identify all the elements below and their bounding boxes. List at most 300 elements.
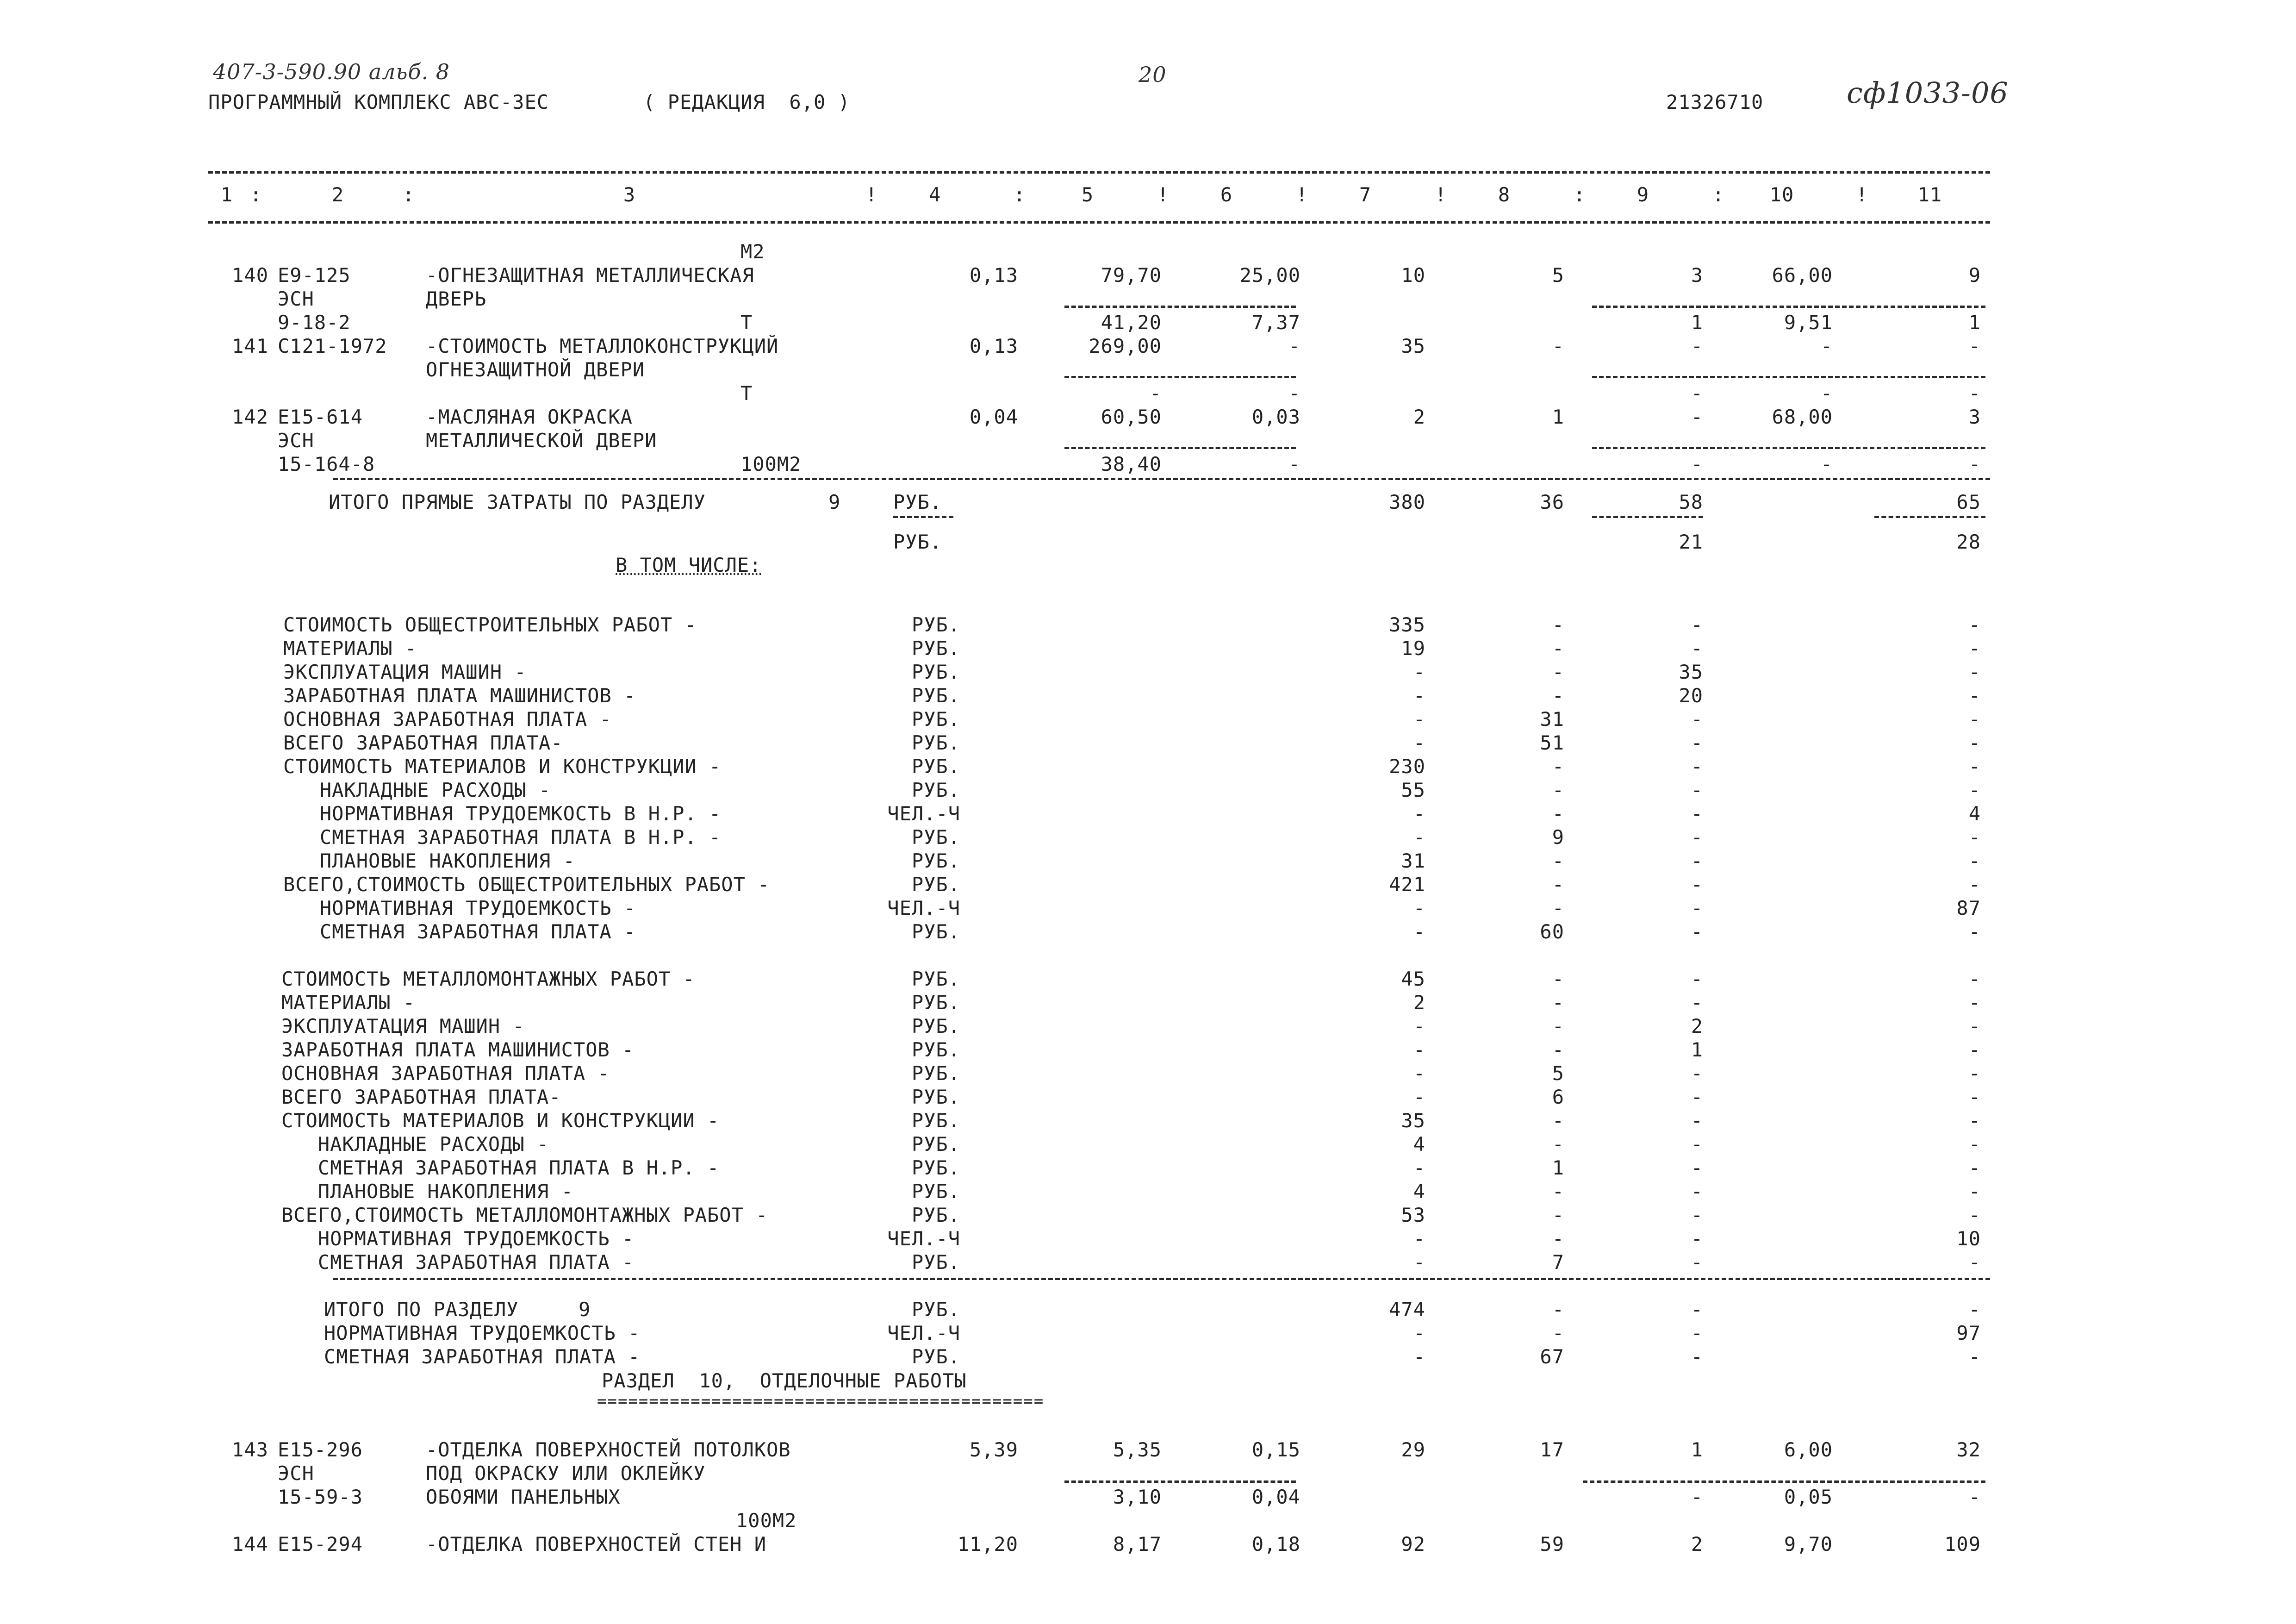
- cell-col5: -: [1149, 382, 1162, 405]
- summary-col9: -: [1691, 708, 1703, 731]
- total-direct-c8: 36: [1540, 491, 1564, 513]
- value-underline: [1583, 1480, 1985, 1483]
- summary-col7: -: [1413, 897, 1425, 919]
- total-direct-c11: 65: [1956, 491, 1981, 513]
- header-rule-bottom: [208, 221, 1990, 224]
- column-number-8: 8: [1498, 183, 1511, 206]
- cell-col7: 35: [1401, 335, 1425, 357]
- summary-col11: -: [1968, 779, 1981, 801]
- summary-col9: -: [1691, 1133, 1703, 1156]
- column-separator: !: [1157, 183, 1170, 206]
- cell-col1: 142: [232, 406, 268, 428]
- summary-col11: -: [1968, 1109, 1981, 1132]
- cell-col11: 109: [1944, 1533, 1981, 1555]
- summary-secoltion: 9: [579, 1298, 591, 1321]
- cell-col1: 140: [232, 264, 268, 287]
- summary-unit: РУБ.: [911, 1133, 960, 1156]
- summary-col9: -: [1691, 802, 1703, 825]
- summary-label: НОРМАТИВНАЯ ТРУДОЕМКОСТЬ В Н.Р. -: [283, 802, 722, 825]
- summary-col7: -: [1413, 1062, 1425, 1085]
- summary-col8: 7: [1552, 1251, 1564, 1274]
- cell-col7: 92: [1401, 1533, 1425, 1555]
- column-number-4: 4: [928, 183, 941, 206]
- cell-col10: 6,00: [1784, 1438, 1833, 1461]
- summary-label: СТОИМОСТЬ ОБЩЕСТРОИТЕЛЬНЫХ РАБОТ -: [283, 613, 697, 636]
- cell-col3: М2: [740, 240, 765, 263]
- total-direct-section: 9: [828, 491, 841, 513]
- summary-col8: -: [1552, 1322, 1564, 1344]
- cell-col11: -: [1968, 453, 1981, 475]
- summary-col9: 35: [1679, 661, 1703, 683]
- summary-unit: РУБ.: [911, 1038, 960, 1061]
- summary-unit: ЧЕЛ.-Ч: [887, 1227, 960, 1250]
- summary-col7: -: [1413, 920, 1425, 943]
- summary-col11: -: [1968, 755, 1981, 778]
- cell-col3: -ОГНЕЗАЩИТНАЯ МЕТАЛЛИЧЕСКАЯ: [426, 264, 754, 287]
- summary-col7: -: [1413, 1345, 1425, 1368]
- summary-col8: 60: [1540, 920, 1564, 943]
- cell-col2: Е15-614: [278, 406, 363, 428]
- summary-col9: 20: [1679, 684, 1703, 707]
- cell-col7: 2: [1413, 406, 1425, 428]
- summary-col9: 1: [1691, 1038, 1703, 1061]
- summary-col9: -: [1691, 1251, 1703, 1274]
- summary-col8: -: [1552, 897, 1564, 919]
- summary-col9: -: [1691, 873, 1703, 896]
- column-separator: :: [1574, 183, 1586, 206]
- summary-col8: -: [1552, 613, 1564, 636]
- summary-unit: РУБ.: [911, 968, 960, 990]
- total-direct-sub-c9: 21: [1679, 531, 1703, 553]
- value-underline: [1592, 306, 1985, 308]
- cell-col5: 41,20: [1101, 311, 1162, 334]
- summary-unit: РУБ.: [911, 1251, 960, 1274]
- summary-unit: РУБ.: [911, 661, 960, 683]
- column-separator: :: [250, 183, 262, 206]
- rule-before-section-total: [333, 1278, 1990, 1280]
- total-direct-sub-unit: РУБ.: [893, 531, 942, 553]
- summary-col7: 35: [1401, 1109, 1425, 1132]
- cell-col2: ЭСН: [278, 1462, 314, 1485]
- cell-col5: 3,10: [1113, 1486, 1162, 1508]
- cell-col10: 68,00: [1772, 406, 1833, 428]
- cell-col4: 0,13: [969, 264, 1018, 287]
- summary-col8: -: [1552, 684, 1564, 707]
- summary-col11: -: [1968, 684, 1981, 707]
- column-number-10: 10: [1769, 183, 1794, 206]
- summary-unit: РУБ.: [911, 779, 960, 801]
- cell-col5: 38,40: [1101, 453, 1162, 475]
- column-number-9: 9: [1636, 183, 1649, 206]
- summary-col9: -: [1691, 849, 1703, 872]
- cell-col4: 0,04: [969, 406, 1018, 428]
- summary-col11: -: [1968, 708, 1981, 731]
- cell-col11: -: [1968, 335, 1981, 357]
- program-edition: ( РЕДАКЦИЯ 6,0 ): [643, 91, 850, 113]
- program-name: ПРОГРАММНЫЙ КОМПЛЕКС АВС-3ЕС: [208, 91, 549, 113]
- summary-col9: -: [1691, 637, 1703, 660]
- summary-col9: -: [1691, 1156, 1703, 1179]
- summary-label: СМЕТНАЯ ЗАРАБОТНАЯ ПЛАТА В Н.Р. -: [281, 1156, 720, 1179]
- cell-col5: 269,00: [1089, 335, 1162, 357]
- summary-label: ПЛАНОВЫЕ НАКОПЛЕНИЯ -: [283, 849, 575, 872]
- summary-col7: -: [1413, 684, 1425, 707]
- column-separator: :: [1712, 183, 1725, 206]
- summary-col11: -: [1968, 826, 1981, 849]
- summary-col8: -: [1552, 661, 1564, 683]
- cell-col11: -: [1968, 1486, 1981, 1508]
- cell-col5: 8,17: [1113, 1533, 1162, 1555]
- summary-unit: ЧЕЛ.-Ч: [887, 802, 960, 825]
- cell-col9: -: [1691, 382, 1703, 405]
- cell-col1: 143: [232, 1438, 268, 1461]
- cell-col5: 79,70: [1101, 264, 1162, 287]
- cell-col8: 5: [1552, 264, 1564, 287]
- cell-col8: 1: [1552, 406, 1564, 428]
- cell-col8: 59: [1540, 1533, 1564, 1555]
- summary-col8: -: [1552, 968, 1564, 990]
- summary-col8: 51: [1540, 731, 1564, 754]
- summary-col8: -: [1552, 1298, 1564, 1321]
- cell-col7: 10: [1401, 264, 1425, 287]
- summary-col11: -: [1968, 1015, 1981, 1037]
- summary-col7: -: [1413, 1227, 1425, 1250]
- cell-col10: 66,00: [1772, 264, 1833, 287]
- summary-col8: -: [1552, 873, 1564, 896]
- summary-col7: -: [1413, 661, 1425, 683]
- summary-col7: -: [1413, 802, 1425, 825]
- summary-col8: -: [1552, 991, 1564, 1014]
- column-number-6: 6: [1220, 183, 1233, 206]
- summary-col7: -: [1413, 708, 1425, 731]
- summary-col8: -: [1552, 1227, 1564, 1250]
- summary-label: ИТОГО ПО РАЗДЕЛУ: [324, 1298, 519, 1321]
- cell-col2: Е9-125: [278, 264, 351, 287]
- cell-col2: ЭСН: [278, 429, 314, 452]
- value-underline: [1592, 376, 1985, 378]
- summary-col8: 5: [1552, 1062, 1564, 1085]
- summary-label: СТОИМОСТЬ МЕТАЛЛОМОНТАЖНЫХ РАБОТ -: [281, 968, 695, 990]
- summary-label: МАТЕРИАЛЫ -: [281, 991, 416, 1014]
- cell-col3: Т: [740, 311, 753, 334]
- summary-unit: ЧЕЛ.-Ч: [887, 897, 960, 919]
- summary-col8: 67: [1540, 1345, 1564, 1368]
- summary-label: ЭКСПЛУАТАЦИЯ МАШИН -: [281, 1015, 525, 1037]
- summary-unit: РУБ.: [911, 731, 960, 754]
- summary-col7: -: [1413, 731, 1425, 754]
- summary-col7: -: [1413, 826, 1425, 849]
- cell-col6: 0,15: [1251, 1438, 1300, 1461]
- summary-col11: 97: [1956, 1322, 1981, 1344]
- summary-label: ОСНОВНАЯ ЗАРАБОТНАЯ ПЛАТА -: [281, 1062, 610, 1085]
- value-underline: [1592, 447, 1985, 449]
- cell-col3: ОБОЯМИ ПАНЕЛЬНЫХ: [426, 1486, 621, 1508]
- total-direct-sub-c11: 28: [1956, 531, 1981, 553]
- value-underline: [1064, 306, 1296, 308]
- summary-unit: РУБ.: [911, 1086, 960, 1108]
- summary-label: ВСЕГО ЗАРАБОТНАЯ ПЛАТА-: [283, 731, 563, 754]
- summary-col9: -: [1691, 1298, 1703, 1321]
- summary-col7: -: [1413, 1015, 1425, 1037]
- cell-col3: -ОТДЕЛКА ПОВЕРХНОСТЕЙ СТЕН И: [426, 1533, 767, 1555]
- page-number: 20: [1139, 62, 1167, 87]
- cell-col2: С121-1972: [278, 335, 387, 357]
- cell-col9: 1: [1691, 311, 1703, 334]
- summary-col8: -: [1552, 637, 1564, 660]
- cell-col2: 15-59-3: [278, 1486, 363, 1508]
- summary-col9: -: [1691, 1062, 1703, 1085]
- cell-col10: 0,05: [1784, 1486, 1833, 1508]
- total-direct-unit: РУБ.: [893, 491, 942, 513]
- cell-col3: Т: [740, 382, 753, 405]
- summary-unit: РУБ.: [911, 1204, 960, 1226]
- summary-unit: РУБ.: [911, 1298, 960, 1321]
- cell-col10: 9,70: [1784, 1533, 1833, 1555]
- summary-col11: -: [1968, 613, 1981, 636]
- summary-col9: -: [1691, 1204, 1703, 1226]
- summary-label: СТОИМОСТЬ МАТЕРИАЛОВ И КОНСТРУКЦИИ -: [281, 1109, 720, 1132]
- summary-col8: -: [1552, 1204, 1564, 1226]
- summary-col8: -: [1552, 1180, 1564, 1203]
- summary-col11: -: [1968, 731, 1981, 754]
- column-number-3: 3: [623, 183, 636, 206]
- summary-col11: -: [1968, 1038, 1981, 1061]
- summary-col9: -: [1691, 897, 1703, 919]
- summary-col9: -: [1691, 779, 1703, 801]
- cell-col6: 0,03: [1251, 406, 1300, 428]
- summary-col9: -: [1691, 1180, 1703, 1203]
- cell-col9: -: [1691, 453, 1703, 475]
- summary-col11: 10: [1956, 1227, 1981, 1250]
- summary-col7: -: [1413, 1038, 1425, 1061]
- cell-col8: 17: [1540, 1438, 1564, 1461]
- summary-col7: 474: [1389, 1298, 1425, 1321]
- total-direct-c7: 380: [1389, 491, 1425, 513]
- summary-unit: РУБ.: [911, 637, 960, 660]
- cell-col8: -: [1552, 335, 1564, 357]
- column-number-5: 5: [1081, 183, 1094, 206]
- cell-col11: 32: [1956, 1438, 1981, 1461]
- summary-unit: РУБ.: [911, 708, 960, 731]
- summary-label: СМЕТНАЯ ЗАРАБОТНАЯ ПЛАТА -: [281, 1251, 635, 1274]
- summary-col11: -: [1968, 661, 1981, 683]
- cell-col10: 9,51: [1784, 311, 1833, 334]
- summary-col8: -: [1552, 1133, 1564, 1156]
- column-separator: :: [403, 183, 415, 206]
- summary-col9: -: [1691, 1086, 1703, 1108]
- cell-col3: ОГНЕЗАЩИТНОЙ ДВЕРИ: [426, 358, 645, 381]
- cell-col9: -: [1691, 335, 1703, 357]
- summary-label: ВСЕГО,СТОИМОСТЬ ОБЩЕСТРОИТЕЛЬНЫХ РАБОТ -: [283, 873, 770, 896]
- summary-col9: -: [1691, 991, 1703, 1014]
- summary-col7: -: [1413, 1086, 1425, 1108]
- handwritten-stamp: сф1033-06: [1847, 76, 2009, 110]
- summary-col11: -: [1968, 1062, 1981, 1085]
- cell-col3: -МАСЛЯНАЯ ОКРАСКА: [426, 406, 633, 428]
- cell-col3: 100М2: [736, 1509, 797, 1532]
- summary-col11: -: [1968, 1180, 1981, 1203]
- cell-col3: -СТОИМОСТЬ МЕТАЛЛОКОНСТРУКЦИЙ: [426, 335, 779, 357]
- column-separator: :: [1014, 183, 1026, 206]
- cell-col9: 2: [1691, 1533, 1703, 1555]
- summary-col11: -: [1968, 849, 1981, 872]
- summary-unit: РУБ.: [911, 1180, 960, 1203]
- cell-col9: -: [1691, 406, 1703, 428]
- column-number-1: 1: [220, 183, 233, 206]
- section10-title: РАЗДЕЛ 10, ОТДЕЛОЧНЫЕ РАБОТЫ: [602, 1369, 967, 1392]
- cell-col4: 5,39: [969, 1438, 1018, 1461]
- cell-col6: -: [1288, 382, 1300, 405]
- summary-col9: -: [1691, 968, 1703, 990]
- summary-col9: -: [1691, 1322, 1703, 1344]
- summary-col11: 4: [1968, 802, 1981, 825]
- cell-col6: 25,00: [1239, 264, 1300, 287]
- cell-col10: -: [1820, 335, 1833, 357]
- summary-col11: -: [1968, 637, 1981, 660]
- cell-col11: 1: [1968, 311, 1981, 334]
- summary-col7: 45: [1401, 968, 1425, 990]
- summary-col11: 87: [1956, 897, 1981, 919]
- cell-col6: -: [1288, 335, 1300, 357]
- summary-col11: -: [1968, 1345, 1981, 1368]
- summary-col11: -: [1968, 1204, 1981, 1226]
- cell-col2: ЭСН: [278, 287, 314, 310]
- summary-unit: РУБ.: [911, 920, 960, 943]
- summary-col8: 6: [1552, 1086, 1564, 1108]
- summary-col7: 421: [1389, 873, 1425, 896]
- summary-col7: 335: [1389, 613, 1425, 636]
- summary-label: ЗАРАБОТНАЯ ПЛАТА МАШИНИСТОВ -: [281, 1038, 635, 1061]
- cell-col3: 100М2: [740, 453, 802, 475]
- cell-col1: 141: [232, 335, 268, 357]
- summary-col9: -: [1691, 755, 1703, 778]
- summary-unit: РУБ.: [911, 826, 960, 849]
- cell-col2: 9-18-2: [278, 311, 351, 334]
- summary-col8: 9: [1552, 826, 1564, 849]
- summary-col11: -: [1968, 873, 1981, 896]
- summary-col7: 19: [1401, 637, 1425, 660]
- cell-col9: 3: [1691, 264, 1703, 287]
- summary-label: НАКЛАДНЫЕ РАСХОДЫ -: [283, 779, 551, 801]
- summary-col7: -: [1413, 1322, 1425, 1344]
- summary-unit: РУБ.: [911, 873, 960, 896]
- cell-col6: -: [1288, 453, 1300, 475]
- summary-col11: -: [1968, 1133, 1981, 1156]
- summary-label: ВСЕГО ЗАРАБОТНАЯ ПЛАТА-: [281, 1086, 561, 1108]
- cell-col3: МЕТАЛЛИЧЕСКОЙ ДВЕРИ: [426, 429, 657, 452]
- summary-unit: РУБ.: [911, 1109, 960, 1132]
- summary-label: ВСЕГО,СТОИМОСТЬ МЕТАЛЛОМОНТАЖНЫХ РАБОТ -: [281, 1204, 768, 1226]
- summary-col11: -: [1968, 1156, 1981, 1179]
- summary-col9: -: [1691, 1345, 1703, 1368]
- summary-label: СТОИМОСТЬ МАТЕРИАЛОВ И КОНСТРУКЦИИ -: [283, 755, 722, 778]
- cell-col11: 9: [1968, 264, 1981, 287]
- unit-underline: [893, 516, 953, 518]
- summary-col9: -: [1691, 731, 1703, 754]
- column-separator: !: [1856, 183, 1868, 206]
- value-underline: [1592, 516, 1703, 518]
- album-reference: 407-3-590.90 альб. 8: [213, 59, 450, 84]
- cell-col6: 0,18: [1251, 1533, 1300, 1555]
- summary-unit: РУБ.: [911, 613, 960, 636]
- summary-label: НОРМАТИВНАЯ ТРУДОЕМКОСТЬ -: [281, 1227, 635, 1250]
- cell-col3: ДВЕРЬ: [426, 287, 487, 310]
- rule-before-total: [333, 478, 1990, 480]
- summary-col8: -: [1552, 1015, 1564, 1037]
- summary-unit: РУБ.: [911, 755, 960, 778]
- value-underline: [1064, 447, 1296, 449]
- column-number-11: 11: [1917, 183, 1942, 206]
- summary-col7: 230: [1389, 755, 1425, 778]
- summary-col8: 31: [1540, 708, 1564, 731]
- cell-col2: 15-164-8: [278, 453, 375, 475]
- summary-col7: 4: [1413, 1133, 1425, 1156]
- summary-label: ЗАРАБОТНАЯ ПЛАТА МАШИНИСТОВ -: [283, 684, 636, 707]
- cell-col10: -: [1820, 453, 1833, 475]
- cell-col9: 1: [1691, 1438, 1703, 1461]
- summary-label: НАКЛАДНЫЕ РАСХОДЫ -: [281, 1133, 549, 1156]
- summary-col8: 1: [1552, 1156, 1564, 1179]
- summary-unit: РУБ.: [911, 1345, 960, 1368]
- including-heading: В ТОМ ЧИСЛЕ:: [616, 554, 762, 576]
- summary-col9: -: [1691, 826, 1703, 849]
- header-rule-top: [208, 171, 1990, 174]
- summary-unit: РУБ.: [911, 684, 960, 707]
- summary-col8: -: [1552, 849, 1564, 872]
- cell-col6: 0,04: [1251, 1486, 1300, 1508]
- cell-col7: 29: [1401, 1438, 1425, 1461]
- cell-col10: -: [1820, 382, 1833, 405]
- cell-col2: Е15-294: [278, 1533, 363, 1555]
- summary-label: МАТЕРИАЛЫ -: [283, 637, 417, 660]
- summary-label: СМЕТНАЯ ЗАРАБОТНАЯ ПЛАТА -: [283, 920, 636, 943]
- total-direct-label: ИТОГО ПРЯМЫЕ ЗАТРАТЫ ПО РАЗДЕЛУ: [329, 491, 706, 513]
- summary-label: ПЛАНОВЫЕ НАКОПЛЕНИЯ -: [281, 1180, 573, 1203]
- summary-label: ОСНОВНАЯ ЗАРАБОТНАЯ ПЛАТА -: [283, 708, 612, 731]
- cell-col1: 144: [232, 1533, 268, 1555]
- summary-unit: РУБ.: [911, 991, 960, 1014]
- summary-col7: 4: [1413, 1180, 1425, 1203]
- summary-col9: -: [1691, 613, 1703, 636]
- summary-label: СМЕТНАЯ ЗАРАБОТНАЯ ПЛАТА В Н.Р. -: [283, 826, 722, 849]
- value-underline: [1874, 516, 1985, 518]
- summary-col11: -: [1968, 920, 1981, 943]
- cell-col2: Е15-296: [278, 1438, 363, 1461]
- summary-unit: РУБ.: [911, 1156, 960, 1179]
- column-separator: !: [1435, 183, 1447, 206]
- summary-unit: ЧЕЛ.-Ч: [887, 1322, 960, 1344]
- summary-col7: -: [1413, 1251, 1425, 1274]
- cell-col11: 3: [1968, 406, 1981, 428]
- cell-col4: 11,20: [957, 1533, 1018, 1555]
- summary-col8: -: [1552, 802, 1564, 825]
- column-number-7: 7: [1359, 183, 1372, 206]
- summary-col8: -: [1552, 755, 1564, 778]
- summary-col9: 2: [1691, 1015, 1703, 1037]
- section10-title-underline: ===========================================: [597, 1392, 1045, 1411]
- column-separator: !: [865, 183, 878, 206]
- summary-col9: -: [1691, 920, 1703, 943]
- summary-col11: -: [1968, 1086, 1981, 1108]
- cell-col4: 0,13: [969, 335, 1018, 357]
- value-underline: [1064, 376, 1296, 378]
- summary-col11: -: [1968, 991, 1981, 1014]
- summary-col8: -: [1552, 1038, 1564, 1061]
- summary-unit: РУБ.: [911, 1062, 960, 1085]
- summary-col7: 2: [1413, 991, 1425, 1014]
- summary-col11: -: [1968, 968, 1981, 990]
- cell-col5: 5,35: [1113, 1438, 1162, 1461]
